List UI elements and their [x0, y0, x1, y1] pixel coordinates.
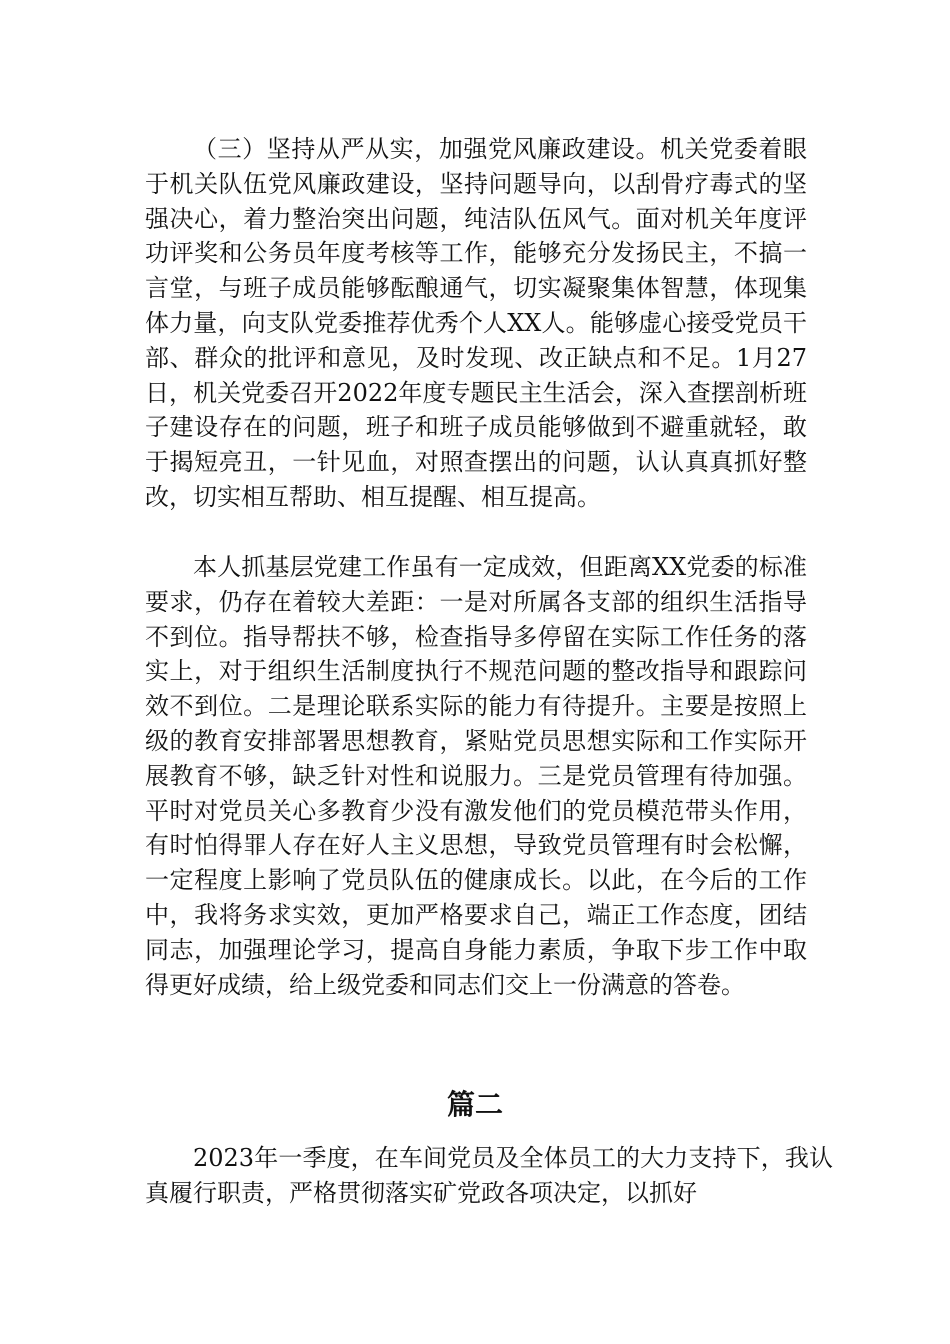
- paragraph-text: 2023年一季度，在车间党员及全体员工的大力支持下，我认真履行职责，严格贯彻落实矿党政各项决定，以抓好: [145, 1144, 833, 1207]
- paragraph-section-two-intro: [145, 1141, 833, 1211]
- paragraph-text: 本人抓基层党建工作虽有一定成效，但距离XX党委的标准要求，仍存在着较大差距：一是对所属各支部的组织生活指导不到位。指导帮扶不够，检查指导多停留在实际工作任务的落实上，对于组织生活制度执行不规范问题的整改指导和跟踪问效不到位。二是理论联系实际的能力有待提升。主要是按照上级的教育安排部署思想教育，紧贴党员思想实际和工作实际开展教育不够，缺乏针对性和说服力。三是党员管理有待加强。平时对党员关心多教育少没有激发他们的党员模范带头作用，有时怕得罪人存在好人主义思想，导致党员管理有时会松懈，一定程度上影响了党员队伍的健康成长。以此，在今后的工作中，我将务求实效，更加严格要求自己，端正工作态度，团结同志，加强理论学习，提高自身能力素质，争取下步工作中取得更好成绩，给上级党委和同志们交上一份满意的答卷。: [145, 553, 807, 999]
- paragraph-text: （三）坚持从严从实，加强党风廉政建设。机关党委着眼于机关队伍党风廉政建设，坚持问题导向，以刮骨疗毒式的坚强决心，着力整治突出问题，纯洁队伍风气。面对机关年度评功评奖和公务员年度考核等工作，能够充分发扬民主，不搞一言堂，与班子成员能够酝酿通气，切实凝聚集体智慧，体现集体力量，向支队党委推荐优秀个人XX人。能够虚心接受党员干部、群众的批评和意见，及时发现、改正缺点和不足。1月27日，机关党委召开2022年度专题民主生活会，深入查摆剖析班子建设存在的问题，班子和班子成员能够做到不避重就轻，敢于揭短亮丑，一针见血，对照查摆出的问题，认认真真抓好整改，切实相互帮助、相互提醒、相互提高。: [145, 135, 807, 511]
- paragraph-shortcomings: [145, 550, 807, 1002]
- section-title: 篇二: [446, 1088, 503, 1121]
- paragraph-party-integrity: [145, 132, 807, 515]
